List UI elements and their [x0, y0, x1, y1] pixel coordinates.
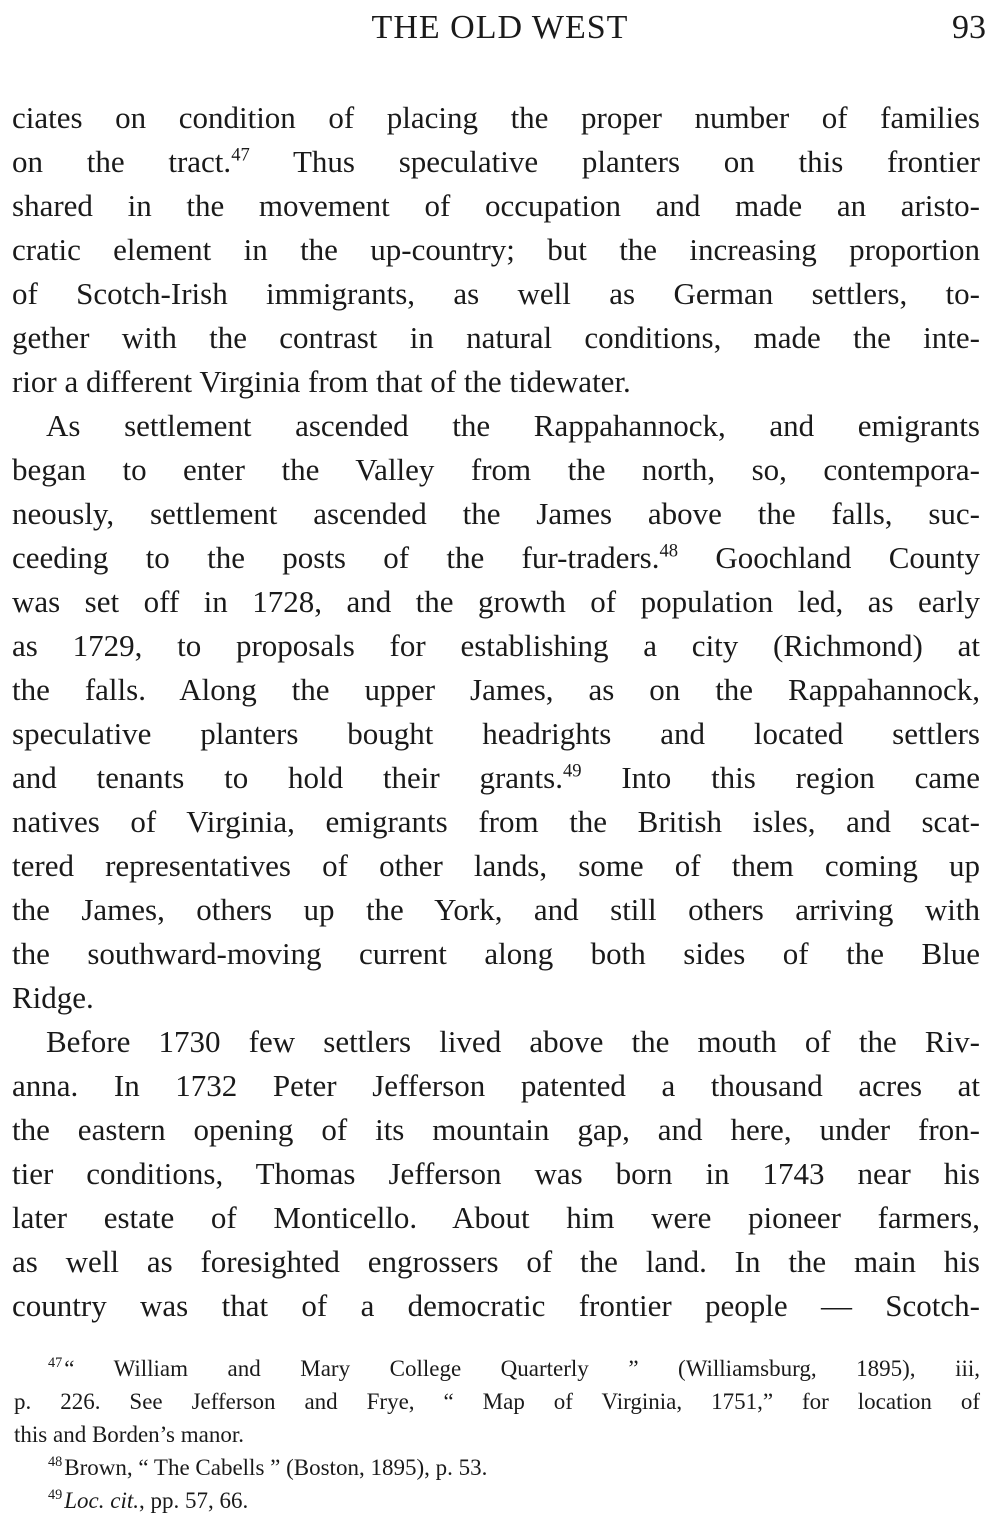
text-segment: on the tract. [12, 144, 232, 179]
footnote-line [14, 1352, 980, 1385]
text-line: the southward-moving current along both sides of the Blue [12, 936, 980, 971]
footnote-text: , pp. 57, 66. [139, 1488, 249, 1513]
footnote-48 [14, 1451, 980, 1484]
text-line: rior a different Virginia from that of the tidewater. [12, 364, 631, 399]
text-line: Ridge. [12, 980, 94, 1015]
paragraph-1 [12, 96, 980, 404]
footnote-text: Brown, “ The Cabells ” (Boston, 1895), p. 53. [64, 1455, 488, 1480]
footnote-text: “ William and Mary College Quarterly ” (Williamsburg, 1895), iii, [64, 1356, 980, 1381]
text-line: was set off in 1728, and the growth of population led, as early [12, 584, 980, 619]
text-line [12, 536, 980, 580]
text-line: ciates on condition of placing the proper number of families [12, 100, 980, 135]
text-segment: Into this region came [581, 760, 980, 795]
running-header [0, 6, 1000, 50]
text-line: shared in the movement of occupation and made an aristo- [12, 188, 980, 223]
text-line: the falls. Along the upper James, as on the Rappahannock, [12, 672, 980, 707]
text-line [12, 756, 980, 800]
text-segment: Goochland County [678, 540, 980, 575]
footnote-marker: 48 [48, 1454, 63, 1471]
text-line: tered representatives of other lands, some of them coming up [12, 848, 980, 883]
footnote-ref-47: 47 [231, 144, 250, 166]
text-line: as 1729, to proposals for establishing a city (Richmond) at [12, 628, 980, 663]
text-line: the James, others up the York, and still others arriving with [12, 892, 980, 927]
text-segment: and tenants to hold their grants. [12, 760, 563, 795]
footnote-line [14, 1451, 980, 1484]
paragraph-2 [12, 404, 980, 1020]
footnote-line: p. 226. See Jefferson and Frye, “ Map of Virginia, 1751,” for location of [14, 1389, 980, 1414]
footnote-47 [14, 1352, 980, 1451]
footnotes [14, 1352, 980, 1517]
paragraph-3 [12, 1020, 980, 1328]
text-line: tier conditions, Thomas Jefferson was born in 1743 near his [12, 1156, 980, 1191]
footnote-marker: 49 [48, 1487, 63, 1504]
footnote-ref-48: 48 [659, 540, 679, 562]
footnote-italic-text: Loc. cit. [64, 1488, 139, 1513]
text-segment: ceeding to the posts of the fur-traders. [12, 540, 660, 575]
page-number: 93 [952, 9, 986, 46]
text-line: country was that of a democratic frontier people — Scotch- [12, 1288, 980, 1323]
footnote-line [14, 1484, 980, 1517]
text-segment: Thus speculative planters on this frontier [249, 144, 980, 179]
text-line: Before 1730 few settlers lived above the mouth of the Riv- [46, 1024, 980, 1059]
text-line: speculative planters bought headrights and located settlers [12, 716, 980, 751]
footnote-line: this and Borden’s manor. [14, 1422, 244, 1447]
text-line: anna. In 1732 Peter Jefferson patented a thousand acres at [12, 1068, 980, 1103]
text-line: cratic element in the up-country; but the increasing proportion [12, 232, 980, 267]
text-line: as well as foresighted engrossers of the land. In the main his [12, 1244, 980, 1279]
footnote-ref-49: 49 [562, 760, 582, 782]
text-line: natives of Virginia, emigrants from the British isles, and scat- [12, 804, 980, 839]
footnote-49 [14, 1484, 980, 1517]
text-line: the eastern opening of its mountain gap, and here, under fron- [12, 1112, 980, 1147]
text-line: neously, settlement ascended the James above the falls, suc- [12, 496, 980, 531]
text-line: later estate of Monticello. About him were pioneer farmers, [12, 1200, 980, 1235]
body-text [12, 96, 980, 1328]
text-line [12, 140, 980, 184]
text-line: of Scotch-Irish immigrants, as well as German settlers, to- [12, 276, 980, 311]
footnote-marker: 47 [48, 1355, 63, 1372]
text-line: gether with the contrast in natural conditions, made the inte- [12, 320, 980, 355]
text-line: began to enter the Valley from the north, so, contempora- [12, 452, 980, 487]
text-line: As settlement ascended the Rappahannock, and emigrants [46, 408, 980, 443]
running-title: THE OLD WEST [371, 9, 629, 46]
